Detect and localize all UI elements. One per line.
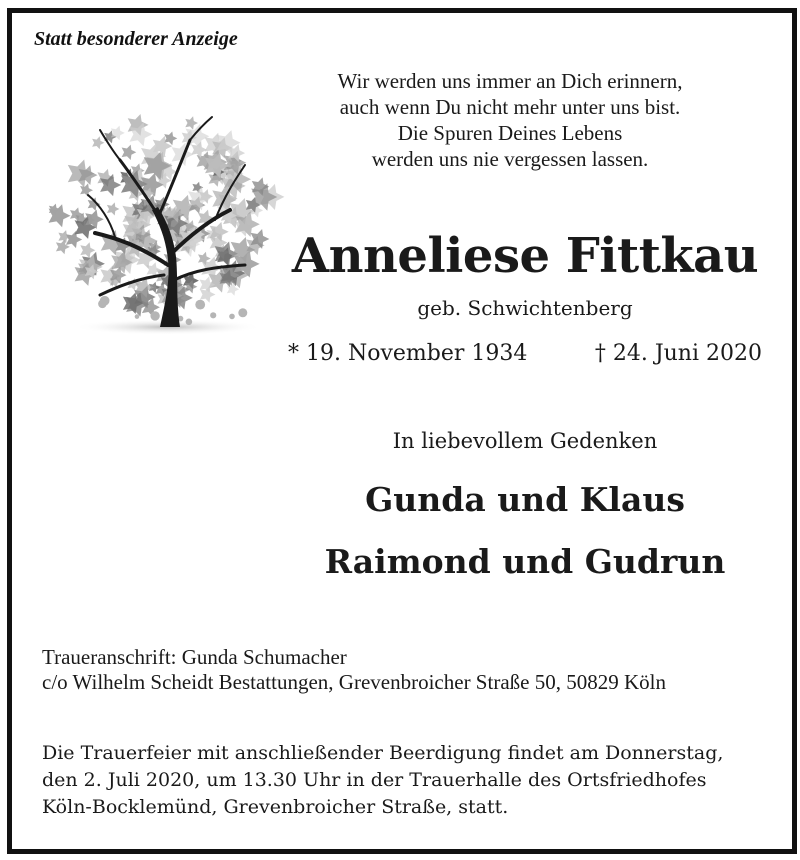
service-line: den 2. Juli 2020, um 13.30 Uhr in der Trauerhalle des Ortsfriedhofes <box>42 769 707 791</box>
header-note: Statt besonderer Anzeige <box>34 28 238 50</box>
poem <box>300 68 720 172</box>
funeral-service-info <box>42 740 723 821</box>
service-line: Die Trauerfeier mit anschließender Beerdigung findet am Donnerstag, <box>42 742 724 764</box>
poem-line: werden uns nie vergessen lassen. <box>371 147 649 171</box>
poem-line: Wir werden uns immer an Dich erinnern, <box>337 69 683 93</box>
maiden-name: geb. Schwichtenberg <box>417 296 633 320</box>
family-line: Raimond und Gudrun <box>324 542 726 581</box>
poem-line: auch wenn Du nicht mehr unter uns bist. <box>339 95 681 119</box>
service-line: Köln-Bocklemünd, Grevenbroicher Straße, statt. <box>42 796 509 818</box>
address-line: c/o Wilhelm Scheidt Bestattungen, Grevenbroicher Straße 50, 50829 Köln <box>42 670 666 694</box>
family-line: Gunda und Klaus <box>365 480 685 519</box>
death-date: † 24. Juni 2020 <box>594 341 762 366</box>
deceased-name: Anneliese Fittkau <box>291 228 759 284</box>
poem-line: Die Spuren Deines Lebens <box>397 121 623 145</box>
tree-icon <box>40 95 290 340</box>
mourning-address <box>42 645 666 695</box>
memorial-line: In liebevollem Gedenken <box>392 429 658 453</box>
birth-date: * 19. November 1934 <box>288 341 528 366</box>
address-line: Traueranschrift: Gunda Schumacher <box>42 645 347 669</box>
